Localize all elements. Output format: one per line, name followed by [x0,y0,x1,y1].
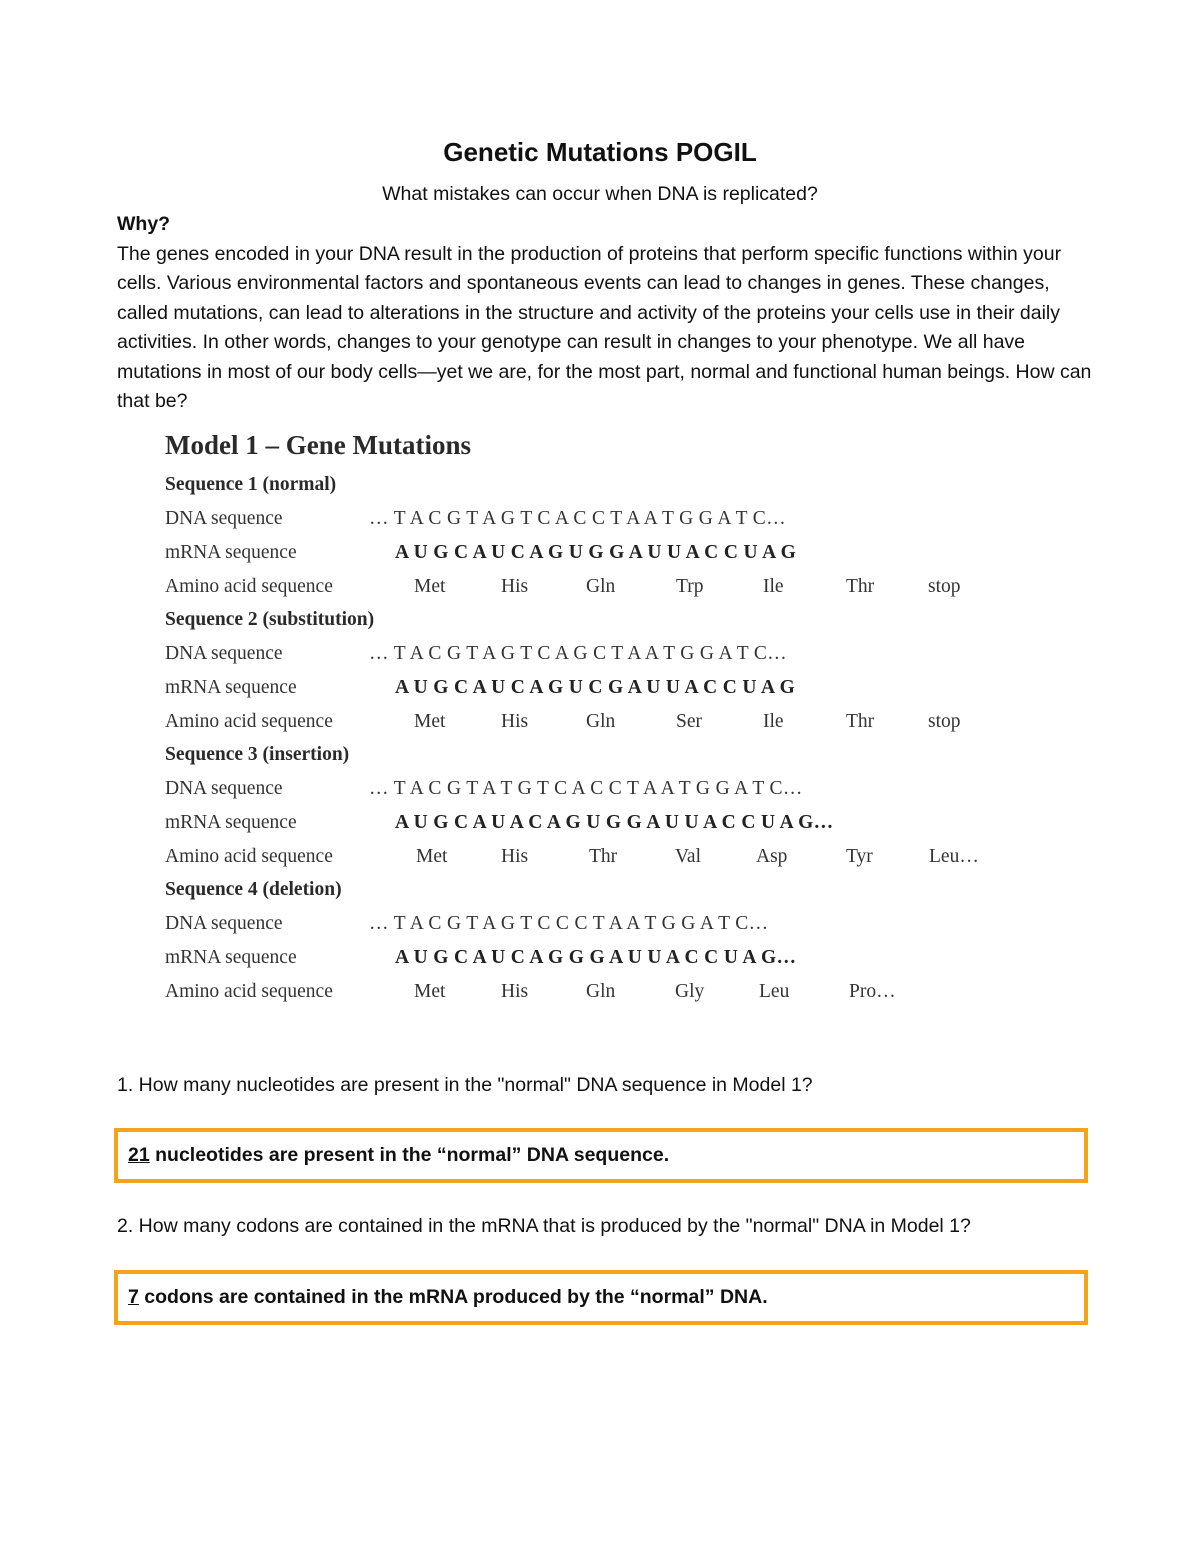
answer-2-value: 7 [128,1286,139,1308]
amino-acid: His [501,576,529,597]
amino-acid-row-label: Amino acid sequence [165,711,333,732]
sequence-1-mrna: A U G C A U C A G U G G A U U A C C U A G [395,542,797,563]
mrna-row-label: mRNA sequence [165,947,297,968]
amino-acid: Met [414,981,446,1002]
model-title: Model 1 – Gene Mutations [165,430,471,460]
amino-acid: Ile [763,711,784,732]
amino-acid: Thr [589,846,618,867]
amino-acid-row-label: Amino acid sequence [165,846,333,867]
amino-acid-row-label: Amino acid sequence [165,981,333,1002]
answer-2-box[interactable] [114,1270,1088,1325]
amino-acid: Leu… [929,846,979,867]
amino-acid: Thr [846,576,875,597]
amino-acid: Ile [763,576,784,597]
dna-row-label: DNA sequence [165,778,283,799]
why-paragraph: The genes encoded in your DNA result in the production of proteins that perform specific functions within your cells. Various environmental factors and spontaneous events can lead to changes in genes. These changes, called mutations, can lead to alterations in the structure and activity of the proteins your cells use in their daily activities. In other words, changes to your genotype can result in changes to your phenotype. We all have mutations in most of our body cells—yet we are, for the most part, normal and functional human beings. How can that be? [117,243,1092,413]
amino-acid: Met [416,846,448,867]
sequence-2-dna: … T A C G T A G T C A G C T A A T G G A T C… [369,643,788,664]
answer-1-text: nucleotides are present in the “normal” DNA sequence. [149,1144,670,1166]
answer-1 [128,1144,669,1167]
amino-acid: Pro… [849,981,896,1002]
question-2: 2. How many codons are contained in the mRNA that is produced by the "normal" DNA in Model 1? [117,1215,971,1237]
amino-acid: stop [928,711,961,732]
amino-acid: Gly [675,981,705,1002]
answer-1-box[interactable] [114,1128,1088,1183]
amino-acid: Met [414,711,446,732]
amino-acid: Gln [586,981,616,1002]
mrna-row-label: mRNA sequence [165,812,297,833]
sequence-1-dna: … T A C G T A G T C A C C T A A T G G A T C… [369,508,786,529]
sequence-2-heading: Sequence 2 (substitution) [165,609,375,630]
amino-acid: Thr [846,711,875,732]
amino-acid: Asp [756,846,788,867]
sequence-4-heading: Sequence 4 (deletion) [165,879,342,900]
answer-1-value: 21 [128,1144,150,1166]
question-1: 1. How many nucleotides are present in the "normal" DNA sequence in Model 1? [117,1074,813,1096]
sequence-2-mrna: A U G C A U C A G U C G A U U A C C U A G [395,677,796,698]
amino-acid: Trp [676,576,704,597]
why-heading: Why? [117,213,171,235]
mrna-row-label: mRNA sequence [165,542,297,563]
sequence-4-dna: … T A C G T A G T C C C T A A T G G A T C… [369,913,769,934]
amino-acid: Leu [759,981,790,1002]
sequence-3-dna: … T A C G T A T G T C A C C T A A T G G A T C… [369,778,803,799]
amino-acid: His [501,711,529,732]
amino-acid: Gln [586,711,616,732]
page-title: Genetic Mutations POGIL [443,137,757,167]
sequence-3-heading: Sequence 3 (insertion) [165,744,350,765]
dna-row-label: DNA sequence [165,913,283,934]
sequence-1-heading: Sequence 1 (normal) [165,474,337,495]
sequence-4-mrna: A U G C A U C A G G G A U U A C C U A G… [395,947,797,968]
amino-acid: Val [675,846,701,867]
amino-acid-row-label: Amino acid sequence [165,576,333,597]
amino-acid: His [501,981,529,1002]
page-subtitle: What mistakes can occur when DNA is replicated? [382,183,818,205]
amino-acid: Met [414,576,446,597]
dna-row-label: DNA sequence [165,508,283,529]
amino-acid: Ser [676,711,702,732]
answer-2 [128,1286,768,1309]
sequence-3-mrna: A U G C A U A C A G U G G A U U A C C U A G… [395,812,834,833]
amino-acid: Gln [586,576,616,597]
amino-acid: His [501,846,529,867]
answer-2-text: codons are contained in the mRNA produced by the “normal” DNA. [138,1286,768,1308]
amino-acid: Tyr [846,846,873,867]
dna-row-label: DNA sequence [165,643,283,664]
amino-acid: stop [928,576,961,597]
mrna-row-label: mRNA sequence [165,677,297,698]
